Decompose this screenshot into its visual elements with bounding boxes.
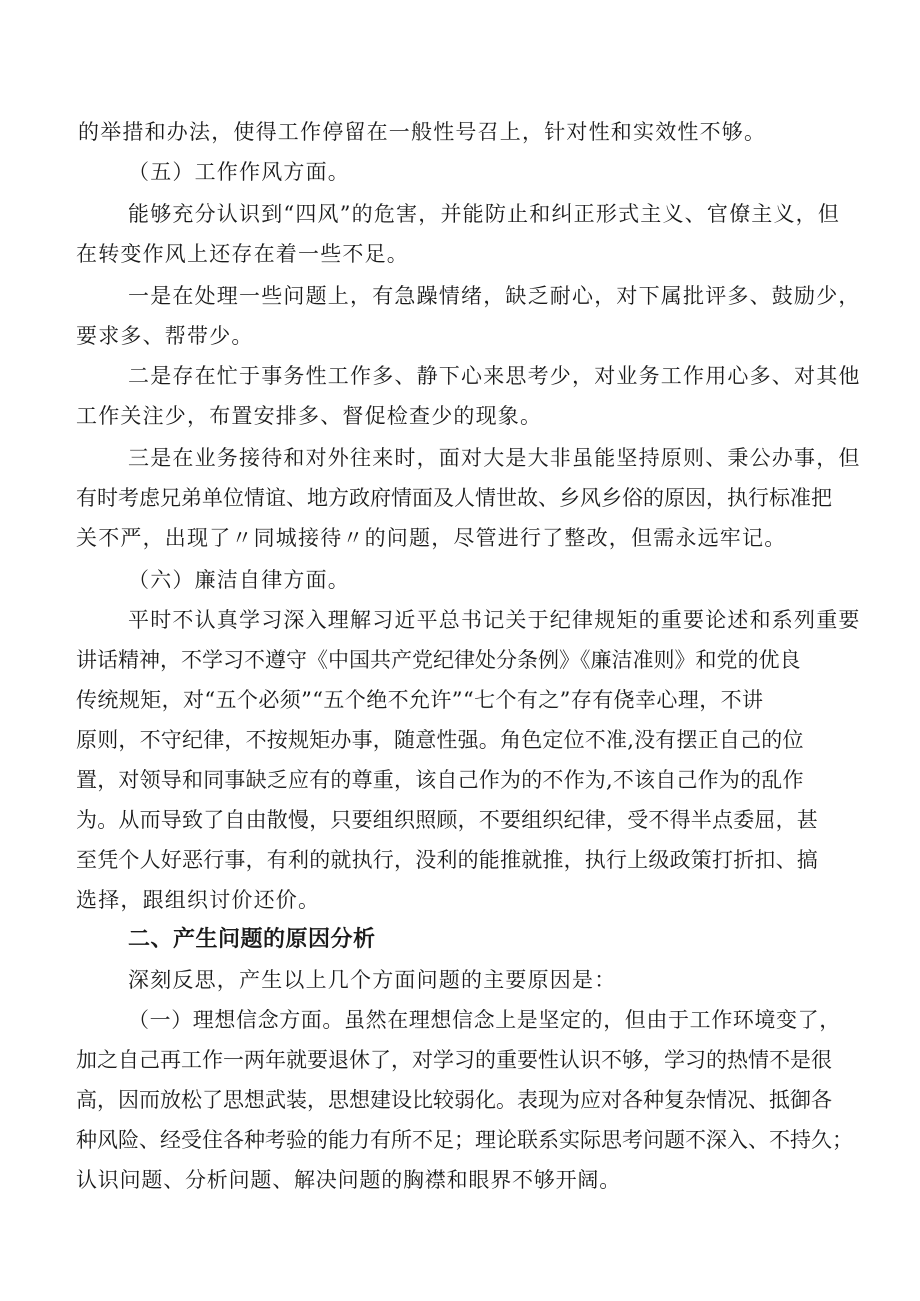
text-line: 能够充分认识到“四风”的危害，并能防止和纠正形式主义、官僚主义，但	[128, 202, 841, 226]
text-line: 关不严，出现了〃同城接待〃的问题，尽管进行了整改，但需永远牢记。	[76, 526, 787, 550]
text-line: 要求多、帮带少。	[76, 324, 254, 348]
text-line: 为。从而导致了自由散慢，只要组织照顾，不要组织纪律，受不得半点委屈，甚	[76, 808, 818, 832]
text-line: 一是在处理一些问题上，有急躁情绪，缺乏耐心，对下属批评多、鼓励少，	[128, 284, 861, 308]
text-line: 的举措和办法，使得工作停留在一般性号召上，针对性和实效性不够。	[78, 120, 767, 144]
text-line: 讲话精神，不学习不遵守《中国共产党纪律处分条例》《廉洁准则》和党的优良	[76, 648, 801, 672]
section-heading-5: （五）工作作风方面。	[128, 160, 350, 184]
text-line: 二是存在忙于事务性工作多、静下心来思考少，对业务工作用心多、对其他	[128, 364, 861, 388]
text-line: （一）理想信念方面。虽然在理想信念上是坚定的，但由于工作环境变了，	[128, 1008, 841, 1032]
text-line: 三是在业务接待和对外往来时，面对大是大非虽能坚持原则、秉公办事，但	[128, 446, 861, 470]
text-line: 选择，跟组织讨价还价。	[76, 888, 321, 912]
text-line: 平时不认真学习深入理解习近平总书记关于纪律规矩的重要论述和系列重要	[128, 608, 861, 632]
text-line: 原则，不守纪律，不按规矩办事，随意性强。角色定位不准,没有摆正自己的位	[76, 728, 804, 752]
text-line: 至凭个人好恶行事，有利的就执行，没利的能推就推，执行上级政策打折扣、搞	[76, 848, 818, 872]
section-title: 二、产生问题的原因分析	[128, 927, 376, 952]
section-heading-6: （六）廉洁自律方面。	[128, 568, 350, 592]
text-line: 种风险、经受住各种考验的能力有所不足；理论联系实际思考问题不深入、不持久；	[76, 1128, 853, 1152]
text-line: 置，对领导和同事缺乏应有的尊重，该自己作为的不作为,不该自己作为的乱作	[76, 768, 804, 792]
text-line: 加之自己再工作一两年就要退休了，对学习的重要性认识不够，学习的热情不是很	[76, 1048, 832, 1072]
text-line: 认识问题、分析问题、解决问题的胸襟和眼界不够开阔。	[76, 1168, 621, 1192]
text-line: 高，因而放松了思想武装，思想建设比较弱化。表现为应对各种复杂情况、抵御各	[76, 1088, 832, 1112]
text-line: 在转变作风上还存在着一些不足。	[76, 242, 409, 266]
text-line: 工作关注少，布置安排多、督促检查少的现象。	[76, 404, 543, 428]
text-line: 传统规矩，对“五个必须”“五个绝不允许”“七个有之”存有侥幸心理，不讲	[76, 688, 764, 712]
text-line: 有时考虑兄弟单位情谊、地方政府情面及人情世故、乡风乡俗的原因，执行标准把	[76, 486, 832, 510]
text-line: 深刻反思，产生以上几个方面问题的主要原因是：	[128, 968, 617, 992]
